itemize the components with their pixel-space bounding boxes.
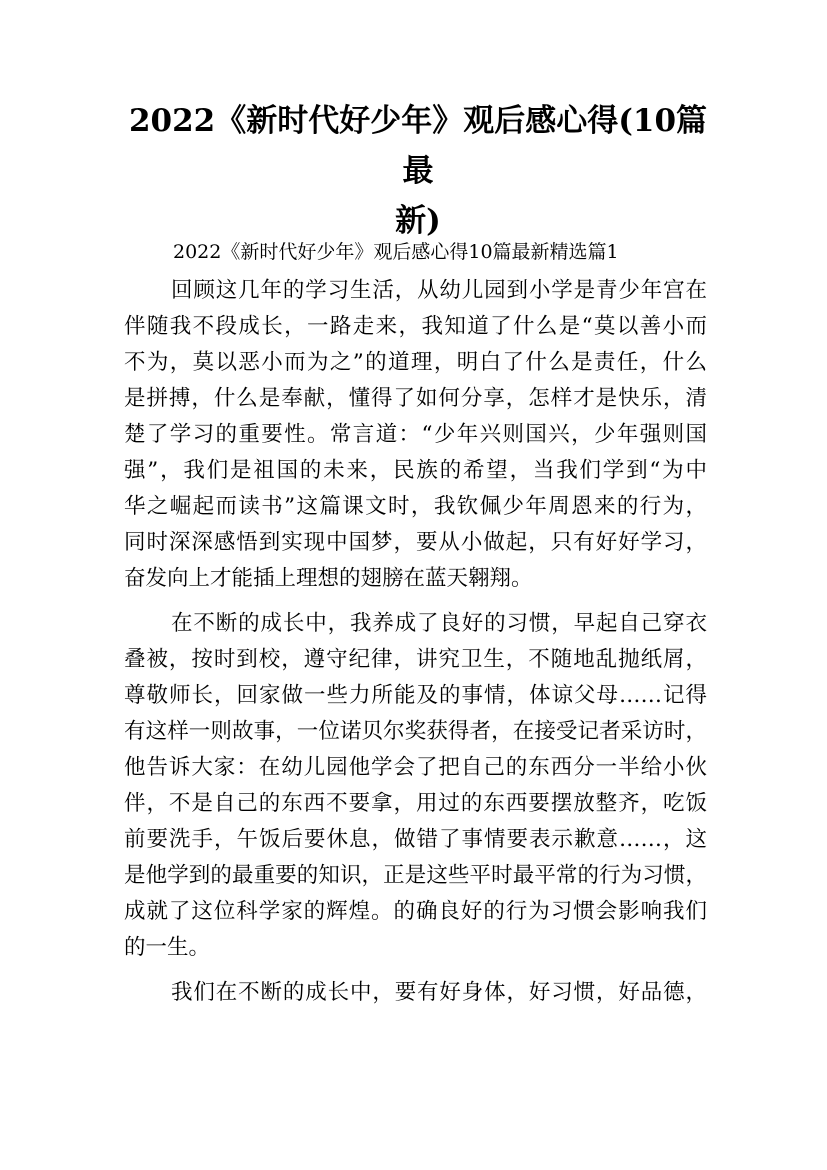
title-line-1: 2022《新时代好少年》观后感心得(10篇最 (128, 103, 708, 189)
paragraph-2-line: 尊敬师长，回家做一些力所能及的事情，体谅父母……记得 (124, 683, 707, 708)
paragraph-2-line: 的一生。 (124, 935, 211, 960)
paragraph-2-line: 成就了这位科学家的辉煌。的确良好的行为习惯会影响我们 (124, 899, 707, 924)
paragraph-2-line: 前要洗手，午饭后要休息，做错了事情要表示歉意……，这 (124, 827, 707, 852)
paragraph-2-line: 伴，不是自己的东西不要拿，用过的东西要摆放整齐，吃饭 (124, 791, 707, 816)
paragraph-1-line: 华之崛起而读书”这篇课文时，我钦佩少年周恩来的行为， (124, 494, 707, 519)
document-title (118, 96, 718, 246)
paragraph-2-line: 他告诉大家：在幼儿园他学会了把自己的东西分一半给小伙 (124, 755, 707, 780)
paragraph-1-line: 楚了学习的重要性。常言道：“少年兴则国兴，少年强则国 (124, 422, 707, 447)
paragraph-2-line: 叠被，按时到校，遵守纪律，讲究卫生，不随地乱抛纸屑， (124, 647, 707, 672)
paragraph-1-line: 强”，我们是祖国的未来，民族的希望，当我们学到“为中 (124, 458, 707, 483)
section-heading: 2022《新时代好少年》观后感心得10篇最新精选篇1 (173, 241, 619, 263)
title-line-2: 新) (395, 203, 441, 239)
paragraph-1-line: 回顾这几年的学习生活，从幼儿园到小学是青少年宫在 (171, 278, 707, 303)
paragraph-2-line: 在不断的成长中，我养成了良好的习惯，早起自己穿衣 (171, 611, 707, 636)
paragraph-2-line: 有这样一则故事，一位诺贝尔奖获得者，在接受记者采访时， (124, 719, 707, 744)
paragraph-3-line: 我们在不断的成长中，要有好身体，好习惯，好品德， (171, 980, 707, 1005)
paragraph-1-line: 同时深深感悟到实现中国梦，要从小做起，只有好好学习， (124, 530, 707, 555)
paragraph-1-line: 奋发向上才能插上理想的翅膀在蓝天翱翔。 (124, 566, 533, 591)
paragraph-1-line: 不为，莫以恶小而为之”的道理，明白了什么是责任，什么 (124, 350, 707, 375)
paragraph-1-line: 伴随我不段成长，一路走来，我知道了什么是“莫以善小而 (124, 314, 707, 339)
paragraph-1-line: 是拼搏，什么是奉献，懂得了如何分享，怎样才是快乐，清 (124, 386, 707, 411)
paragraph-2-line: 是他学到的最重要的知识，正是这些平时最平常的行为习惯， (124, 863, 707, 888)
document-body (124, 273, 707, 1011)
